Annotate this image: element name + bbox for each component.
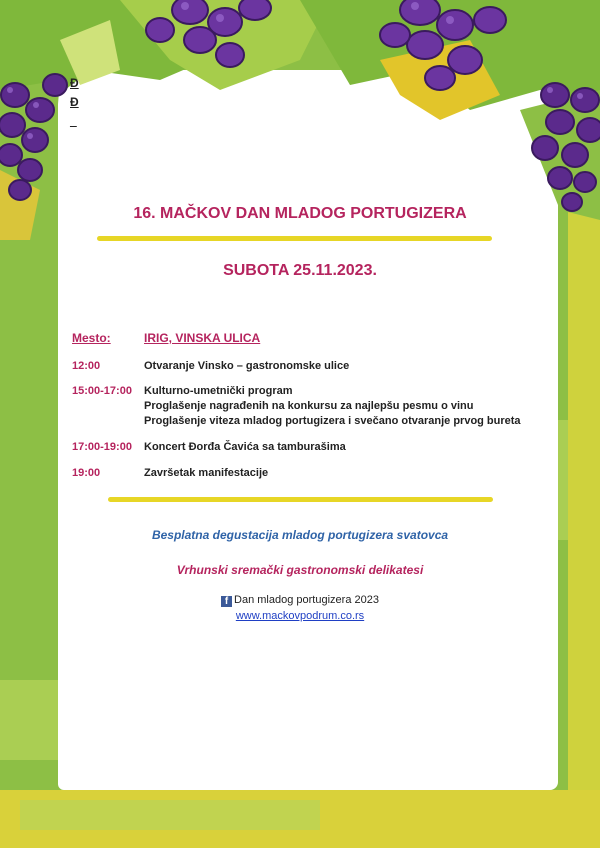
schedule-description [144, 359, 544, 374]
location-line [72, 331, 260, 345]
schedule-time: 12:00 [72, 360, 101, 372]
schedule-time: 15:00-17:00 [72, 385, 132, 397]
brush-stroke [0, 680, 60, 760]
website-link[interactable]: www.mackovpodrum.co.rs [235, 610, 365, 622]
location-value: IRIG, VINSKA ULICA [144, 331, 261, 345]
event-title: 16. MAČKOV DAN MLADOG PORTUGIZERA [133, 205, 467, 222]
delicacies-tagline: Vrhunski sremački gastronomski delikatesi [176, 563, 424, 577]
side-mark: _ [70, 114, 77, 128]
schedule-time: 19:00 [72, 467, 101, 479]
event-date: SUBOTA 25.11.2023. [223, 262, 377, 279]
schedule-description [144, 384, 544, 429]
tasting-tagline: Besplatna degustacija mladog portugizera svatovca [151, 528, 449, 542]
schedule-line: Koncert Đorđa Čavića sa tamburašima [144, 441, 346, 453]
website-line [0, 610, 600, 622]
schedule-line: Završetak manifestacije [144, 467, 269, 479]
schedule-line: Otvaranje Vinsko – gastronomske ulice [144, 360, 350, 372]
facebook-page-name: Dan mladog portugizera 2023 [234, 594, 379, 606]
yellow-frame-right [568, 200, 600, 800]
brush-stroke [20, 800, 320, 830]
schedule-underline-brush [108, 497, 493, 502]
schedule-description [144, 440, 544, 455]
facebook-line[interactable] [0, 594, 600, 607]
schedule-line: Proglašenje nagrađenih na konkursu za najlepšu pesmu o vinu [144, 400, 474, 412]
facebook-icon: f [221, 596, 232, 607]
title-underline-brush [97, 236, 492, 241]
side-mark: Đ [70, 95, 79, 109]
grapes-and-leaves-illustration [0, 0, 600, 240]
schedule-line: Proglašenje viteza mladog portugizera i svečano otvaranje prvog bureta [144, 415, 521, 427]
location-label: Mesto: [72, 331, 111, 345]
schedule-time: 17:00-19:00 [72, 441, 132, 453]
side-marks [70, 74, 79, 131]
schedule-line: Kulturno-umetnički program [144, 385, 293, 397]
schedule-description [144, 466, 544, 481]
side-mark: Đ [70, 76, 79, 90]
